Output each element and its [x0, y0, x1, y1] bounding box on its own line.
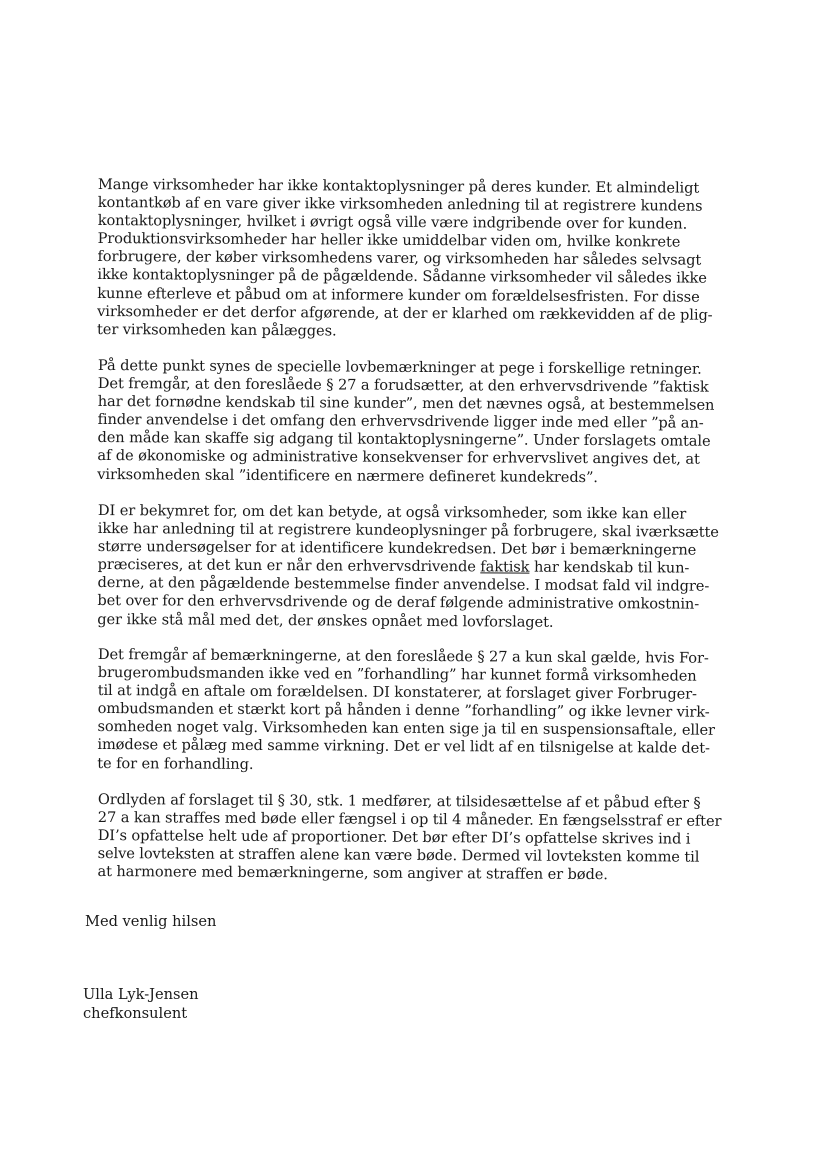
paragraph-line: kunne efterleve et påbud om at informere kunder om forældelsesfristen. For disse: [97, 284, 700, 306]
letter-paragraph-3: [97, 501, 719, 632]
paragraph-line: Det fremgår af bemærkningerne, at den foreslåede § 27 a kun skal gælde, hvis For-: [97, 646, 709, 667]
paragraph-line: har det fornødne kendskab til sine kunder”, men det nævnes også, at bestemmelsen: [97, 393, 715, 414]
paragraph-line: bet over for den erhvervsdrivende og de deraf følgende administrative omkostnin-: [97, 591, 700, 613]
signature-block: [83, 985, 199, 1023]
paragraph-line: ter virksomheden kan pålægges.: [97, 320, 337, 340]
letter-paragraph-5: [97, 790, 722, 885]
paragraph-line: imødese et pålæg med samme virkning. Det er vel lidt af en tilsnigelse at kalde det-: [97, 736, 710, 758]
paragraph-line: forbrugere, der køber virksomhedens varer, og virksomheden har således selvsagt: [97, 248, 702, 270]
paragraph-line: ger ikke stå mål med det, der ønskes opnået med lovforslaget.: [97, 610, 554, 630]
paragraph-line: ikke kontaktoplysninger på de pågældende. Sådanne virksomheder vil således ikke: [97, 266, 707, 288]
paragraph-line: af de økonomiske og administrative konsekvenser for erhvervslivet angives det, at: [97, 447, 700, 468]
paragraph-line: kontantkøb af en vare giver ikke virksomheden anledning til at registrere kundens: [97, 194, 703, 215]
paragraph-line: Produktionsvirksomheder har heller ikke umiddelbar viden om, hvilke konkrete: [97, 230, 681, 251]
paragraph-line: præciseres, at det kun er når den erhvervsdrivende faktisk har kendskab til kun-: [97, 555, 690, 577]
letter-body: [97, 176, 722, 899]
paragraph-line: selve lovteksten at straffen alene kan være bøde. Dermed vil lovteksten komme til: [97, 845, 700, 866]
letter-paragraph-2: [97, 356, 715, 487]
paragraph-line: DI’s opfattelse helt ude af proportioner. Det bør efter DI’s opfattelse skrives ind i: [97, 826, 691, 848]
paragraph-line: 27 a kan straffes med bøde eller fængsel i op til 4 måneder. En fængselsstraf er efter: [97, 808, 722, 830]
letter-paragraph-1: [97, 176, 713, 342]
letter-paragraph-4: [97, 646, 715, 776]
paragraph-line: at harmonere med bemærkningerne, som angiver at straffen er bøde.: [97, 863, 608, 884]
paragraph-line: På dette punkt synes de specielle lovbemærkninger at pege i forskellige retninger.: [97, 356, 702, 378]
paragraph-line: DI er bekymret for, om det kan betyde, at også virksomheder, som ikke kan eller: [97, 501, 687, 523]
paragraph-line: Mange virksomheder har ikke kontaktoplysninger på deres kunder. Et almindeligt: [97, 176, 700, 197]
paragraph-line: ombudsmanden et stærkt kort på hånden i denne ”forhandling” og ikke levner virk-: [97, 700, 710, 722]
paragraph-line: te for en forhandling.: [97, 754, 254, 773]
paragraph-line: ikke har anledning til at registrere kundeoplysninger på forbrugere, skal iværksætte: [97, 519, 719, 541]
closing-greeting: Med venlig hilsen: [85, 913, 217, 930]
paragraph-line: brugerombudsmanden ikke ved en ”forhandling” har kunnet formå virksomheden: [97, 664, 697, 685]
paragraph-line: somheden noget valg. Virksomheden kan enten sige ja til en suspensionsaftale, eller: [97, 718, 715, 740]
paragraph-line: derne, at den pågældende bestemmelse finder anvendelse. I modsat fald vil indgre-: [97, 573, 710, 595]
signature-title: chefkonsulent: [83, 1005, 188, 1022]
paragraph-line: til at indgå en aftale om forældelsen. DI konstaterer, at forslaget giver Forbruger-: [97, 682, 697, 704]
paragraph-line: virksomheden skal ”identificere en nærmere defineret kundekreds”.: [97, 465, 598, 486]
paragraph-line: virksomheder er det derfor afgørende, at der er klarhed om rækkevidden af de plig-: [97, 302, 713, 324]
paragraph-line: Ordlyden af forslaget til § 30, stk. 1 medfører, at tilsidesættelse af et påbud efter §: [97, 790, 701, 812]
paragraph-line: kontaktoplysninger, hvilket i øvrigt også ville være indgribende over for kunden.: [97, 212, 688, 233]
paragraph-line: den måde kan skaffe sig adgang til kontaktoplysningerne”. Under forslagets omtale: [97, 429, 711, 450]
paragraph-line: Det fremgår, at den foreslåede § 27 a forudsætter, at den erhvervsdrivende ”faktisk: [97, 374, 709, 396]
underlined-word: faktisk: [480, 558, 530, 576]
paragraph-line: større undersøgelser for at identificere kundekredsen. Det bør i bemærkningerne: [97, 537, 697, 559]
paragraph-line: finder anvendelse i det omfang den erhvervsdrivende ligger inde med eller ”på an-: [97, 411, 704, 432]
signature-name: Ulla Lyk-Jensen: [83, 986, 199, 1003]
